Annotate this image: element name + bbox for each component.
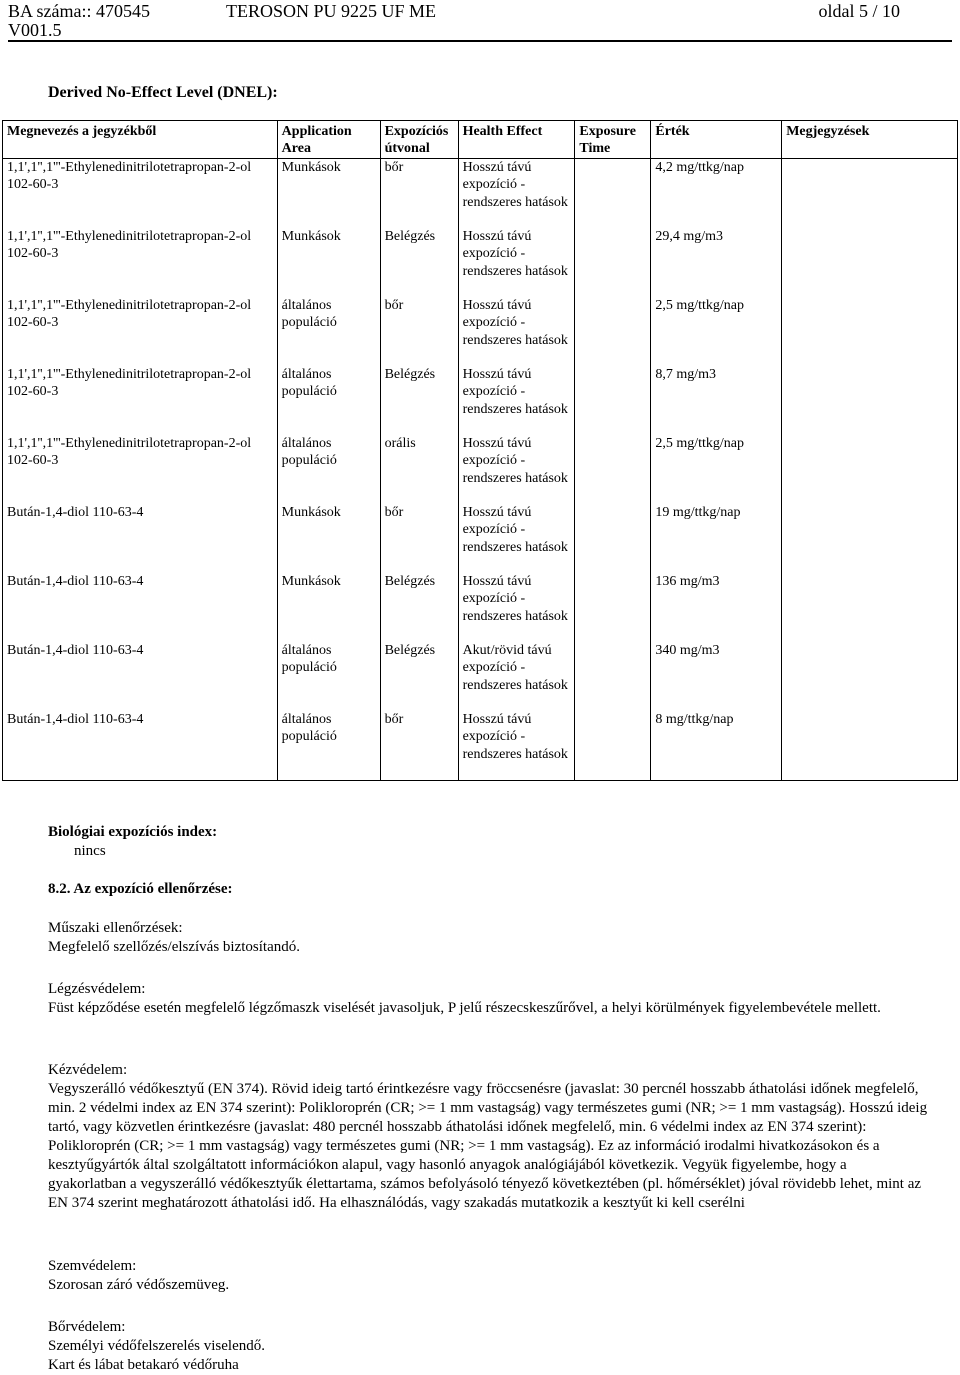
table-row <box>3 711 958 781</box>
cell-substance: 1,1',1'',1'''-Ethylenedinitrilotetrapropan-2-ol 102-60-3 <box>3 159 278 229</box>
table-row <box>3 159 958 229</box>
respiratory-text: Füst képződése esetén megfelelő légzőmaszk viselését javasoljuk, P jelű részecskeszűrővel, a helyi körülmények figyelembevétele mellett. <box>48 1000 881 1016</box>
skin-text-2: Kart és lábat betakaró védőruha <box>48 1357 239 1373</box>
table-row <box>3 228 958 297</box>
cell-notes <box>782 366 958 435</box>
dnel-title: Derived No-Effect Level (DNEL): <box>48 84 278 101</box>
cell-area: általános populáció <box>277 711 380 781</box>
page-number: oldal 5 / 10 <box>818 1 900 21</box>
skin-label: Bőrvédelem: <box>48 1319 126 1335</box>
dnel-table <box>2 120 958 781</box>
cell-route: bőr <box>380 159 458 229</box>
cell-notes <box>782 711 958 781</box>
table-row <box>3 642 958 711</box>
bio-index-block <box>48 823 217 861</box>
skin-text-1: Személyi védőfelszerelés viselendő. <box>48 1338 266 1354</box>
cell-route: bőr <box>380 297 458 366</box>
cell-time <box>575 642 651 711</box>
table-row <box>3 366 958 435</box>
eye-text: Szorosan záró védőszemüveg. <box>48 1277 230 1293</box>
table-row <box>3 435 958 504</box>
cell-area: általános populáció <box>277 435 380 504</box>
section-8-2-title: 8.2. Az expozíció ellenőrzése: <box>48 881 233 897</box>
technical-controls <box>48 919 928 957</box>
col-header-name: Megnevezés a jegyzékből <box>3 121 278 159</box>
cell-time <box>575 435 651 504</box>
cell-area: általános populáció <box>277 366 380 435</box>
bio-index-label: Biológiai expozíciós index: <box>48 824 218 840</box>
skin-protection <box>48 1318 928 1375</box>
cell-time <box>575 159 651 229</box>
cell-substance: 1,1',1'',1'''-Ethylenedinitrilotetrapropan-2-ol 102-60-3 <box>3 366 278 435</box>
cell-notes <box>782 435 958 504</box>
cell-notes <box>782 159 958 229</box>
technical-label: Műszaki ellenőrzések: <box>48 920 183 936</box>
hand-text: Vegyszerálló védőkesztyű (EN 374). Rövid ideig tartó érintkezésre vagy fröccsenésre (javaslat: 30 percnél hosszabb áthatolási időnek megfelelő, min. 2 védelmi index az EN 374 szerint): Polikloroprén (CR; >= 1 mm vastagság) vagy természetes gumi (NR; >= 1 mm vastagság). Hosszú ideig tartó, vagy közvetlen érintkezésre (javaslat: 480 percnél hosszabb áthatolási időnek megfelelő, min. 6 védelmi index az EN 374 szerint): Polikloroprén (CR; >= 1 mm vastagság) vagy természetes gumi (NR; >= 1 mm vastagság). Ez az információ irodalmi hivatkozásokon és a kesztyűgyártók által szolgáltatott információkon alapul, vagy hasonló anyagok analógiájából következik. Vegyük figyelembe, hogy a gyakorlatban a vegyszerálló védőkesztyűk élettartama, számos befolyásoló tényező következtében (pl. hőmérséklet) jóval rövidebb lehet, mint az EN 374 szerint meghatározott áthatolási idő. Ha elhasználódás, vagy szakadás mutatkozik a kesztyűt ki kell cserélni <box>48 1081 928 1211</box>
cell-effect: Hosszú távú expozíció - rendszeres hatások <box>458 504 575 573</box>
col-header-value: Érték <box>651 121 782 159</box>
cell-area: Munkások <box>277 228 380 297</box>
cell-value: 19 mg/ttkg/nap <box>651 504 782 573</box>
hand-protection <box>48 1061 928 1213</box>
col-header-effect: Health Effect <box>458 121 575 159</box>
cell-value: 29,4 mg/m3 <box>651 228 782 297</box>
col-header-time: Exposure Time <box>575 121 651 159</box>
cell-time <box>575 711 651 781</box>
cell-effect: Hosszú távú expozíció - rendszeres hatások <box>458 297 575 366</box>
cell-route: Belégzés <box>380 228 458 297</box>
cell-time <box>575 573 651 642</box>
col-header-notes: Megjegyzések <box>782 121 958 159</box>
cell-notes <box>782 504 958 573</box>
cell-notes <box>782 573 958 642</box>
cell-substance: Bután-1,4-diol 110-63-4 <box>3 504 278 573</box>
cell-area: Munkások <box>277 573 380 642</box>
cell-time <box>575 297 651 366</box>
cell-value: 4,2 mg/ttkg/nap <box>651 159 782 229</box>
cell-notes <box>782 228 958 297</box>
cell-route: Belégzés <box>380 642 458 711</box>
cell-route: orális <box>380 435 458 504</box>
cell-value: 340 mg/m3 <box>651 642 782 711</box>
table-row <box>3 573 958 642</box>
cell-area: általános populáció <box>277 642 380 711</box>
col-header-route: Expozíciós útvonal <box>380 121 458 159</box>
cell-value: 2,5 mg/ttkg/nap <box>651 297 782 366</box>
cell-route: bőr <box>380 711 458 781</box>
cell-notes <box>782 297 958 366</box>
cell-effect: Hosszú távú expozíció - rendszeres hatások <box>458 711 575 781</box>
cell-substance: Bután-1,4-diol 110-63-4 <box>3 642 278 711</box>
cell-substance: Bután-1,4-diol 110-63-4 <box>3 711 278 781</box>
table-header-row <box>3 121 958 159</box>
cell-time <box>575 228 651 297</box>
cell-area: Munkások <box>277 504 380 573</box>
document-number: BA száma:: 470545 <box>8 1 150 21</box>
respiratory-protection <box>48 980 928 1018</box>
respiratory-label: Légzésvédelem: <box>48 981 146 997</box>
cell-notes <box>782 642 958 711</box>
cell-substance: 1,1',1'',1'''-Ethylenedinitrilotetrapropan-2-ol 102-60-3 <box>3 435 278 504</box>
cell-effect: Hosszú távú expozíció - rendszeres hatások <box>458 228 575 297</box>
cell-effect: Akut/rövid távú expozíció - rendszeres hatások <box>458 642 575 711</box>
cell-value: 136 mg/m3 <box>651 573 782 642</box>
cell-value: 2,5 mg/ttkg/nap <box>651 435 782 504</box>
cell-time <box>575 366 651 435</box>
document-version: V001.5 <box>8 20 62 40</box>
product-name: TEROSON PU 9225 UF ME <box>226 1 437 21</box>
cell-time <box>575 504 651 573</box>
cell-route: Belégzés <box>380 573 458 642</box>
cell-area: általános populáció <box>277 297 380 366</box>
cell-effect: Hosszú távú expozíció - rendszeres hatások <box>458 573 575 642</box>
technical-text: Megfelelő szellőzés/elszívás biztosítandó. <box>48 939 301 955</box>
col-header-area: Application Area <box>277 121 380 159</box>
cell-effect: Hosszú távú expozíció - rendszeres hatások <box>458 159 575 229</box>
table-row <box>3 297 958 366</box>
hand-label: Kézvédelem: <box>48 1062 128 1078</box>
cell-substance: Bután-1,4-diol 110-63-4 <box>3 573 278 642</box>
page-header <box>8 2 952 42</box>
eye-protection <box>48 1257 928 1295</box>
cell-substance: 1,1',1'',1'''-Ethylenedinitrilotetrapropan-2-ol 102-60-3 <box>3 297 278 366</box>
table-row <box>3 504 958 573</box>
cell-value: 8 mg/ttkg/nap <box>651 711 782 781</box>
cell-route: bőr <box>380 504 458 573</box>
cell-route: Belégzés <box>380 366 458 435</box>
cell-substance: 1,1',1'',1'''-Ethylenedinitrilotetrapropan-2-ol 102-60-3 <box>3 228 278 297</box>
cell-effect: Hosszú távú expozíció - rendszeres hatások <box>458 366 575 435</box>
cell-area: Munkások <box>277 159 380 229</box>
cell-value: 8,7 mg/m3 <box>651 366 782 435</box>
cell-effect: Hosszú távú expozíció - rendszeres hatások <box>458 435 575 504</box>
bio-index-value: nincs <box>74 843 106 859</box>
eye-label: Szemvédelem: <box>48 1258 137 1274</box>
